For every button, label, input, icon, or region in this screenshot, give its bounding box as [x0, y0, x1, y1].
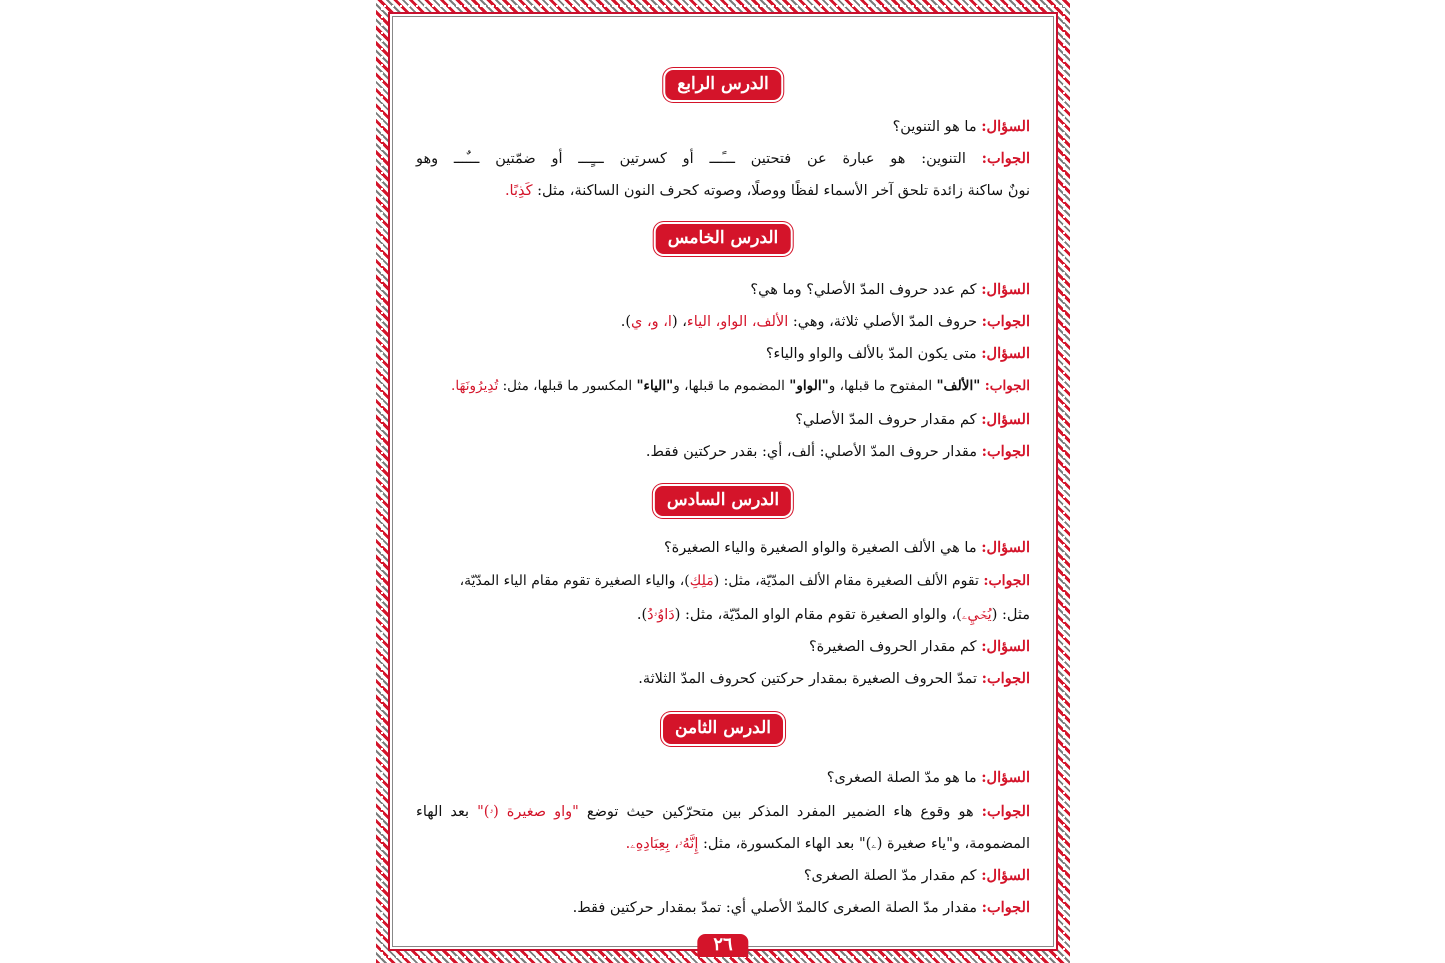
highlight-text: "واو صغيرة (ۥ)" — [477, 804, 579, 820]
answer-text: المضمومة، و"ياء صغيرة (ۦ)" بعد الهاء المكسورة، مثل: — [698, 836, 1030, 852]
answer-text: بعد الهاء — [416, 804, 478, 820]
answer-label: الجواب: — [983, 573, 1030, 589]
answer-text: مثل: ( — [991, 607, 1030, 623]
answer-text: المفتوح ما قبلها، و — [828, 378, 937, 394]
bold-term: "الألف" — [936, 378, 981, 394]
answer-text: هو وقوع هاء الضمير المفرد المذكر بين متحرّكين حيث توضع — [578, 804, 974, 820]
answer-line — [416, 312, 1030, 332]
question-label: السؤال: — [981, 769, 1030, 786]
question-label: السؤال: — [981, 411, 1030, 428]
question-label: السؤال: — [981, 345, 1030, 362]
example-word: إِنَّهُۥ، بِعِبَادِهِۦ. — [625, 836, 699, 852]
question-text: كم مقدار الحروف الصغيرة؟ — [808, 639, 977, 655]
question-line — [416, 866, 1030, 886]
answer-line — [416, 802, 1030, 822]
answer-text: مقدار مدّ الصلة الصغرى كالمدّ الأصلي أي: تمدّ بمقدار حركتين فقط. — [572, 900, 978, 916]
answer-label: الجواب: — [981, 443, 1030, 460]
answer-label: الجواب: — [981, 150, 1030, 167]
example-word: كَذِبًا. — [504, 183, 533, 199]
question-line — [416, 768, 1030, 788]
example-word: تُدِيرُونَهَا. — [451, 378, 499, 394]
question-line — [416, 637, 1030, 657]
answer-label: الجواب: — [981, 899, 1030, 916]
question-label: السؤال: — [981, 539, 1030, 556]
answer-text: تقوم الألف الصغيرة مقام الألف المدّيّة، مثل: ( — [713, 573, 979, 589]
lesson-title-8: الدرس الثامن — [663, 714, 783, 744]
question-text: كم مقدار حروف المدّ الأصلي؟ — [795, 412, 977, 428]
page-inner — [388, 12, 1058, 955]
answer-label: الجواب: — [981, 313, 1030, 330]
lesson-title-6: الدرس السادس — [655, 486, 791, 516]
question-label: السؤال: — [981, 638, 1030, 655]
page-content — [416, 14, 1031, 955]
answer-line — [416, 149, 1030, 169]
answer-text: )، والواو الصغيرة تقوم مقام الواو المدّيّة، مثل: ( — [674, 607, 962, 623]
answer-text: المضموم ما قبلها، و — [673, 378, 790, 394]
answer-label: الجواب: — [981, 803, 1031, 820]
bold-term: "الواو" — [789, 378, 829, 394]
answer-line-cont — [416, 834, 1030, 854]
answer-text: ، ( — [671, 314, 687, 330]
answer-line-cont — [416, 181, 1030, 201]
answer-line — [416, 898, 1030, 918]
answer-text: المكسور ما قبلها، مثل: — [498, 378, 637, 394]
answer-label: الجواب: — [984, 378, 1030, 394]
question-text: كم مقدار مدّ الصلة الصغرى؟ — [803, 868, 977, 884]
answer-line — [416, 442, 1030, 462]
answer-text: نونٌ ساكنة زائدة تلحق آخر الأسماء لفظًا ووصلًا، وصوته كحرف النون الساكنة، مثل: — [532, 183, 1030, 199]
question-line — [416, 344, 1030, 364]
answer-text: ). — [636, 607, 648, 623]
answer-text: تمدّ الحروف الصغيرة بمقدار حركتين كحروف المدّ الثلاثة. — [638, 671, 978, 687]
example-word: يُحۡيِۦ — [961, 607, 992, 623]
question-label: السؤال: — [981, 118, 1030, 135]
question-line — [416, 117, 1030, 137]
answer-line — [416, 376, 1030, 396]
answer-line-cont — [416, 605, 1030, 625]
answer-line — [416, 669, 1030, 689]
bold-term: "الياء" — [636, 378, 674, 394]
answer-text: ). — [620, 314, 631, 330]
lesson-title-5: الدرس الخامس — [656, 224, 791, 254]
page-number: ٢٦ — [697, 934, 748, 957]
highlight-text: الألف، الواو، الياء — [686, 314, 789, 330]
question-line — [416, 538, 1030, 558]
example-word: مَلِكِ — [689, 573, 714, 589]
question-text: ما هو التنوين؟ — [892, 119, 977, 135]
question-line — [416, 280, 1030, 300]
question-text: ما هو مدّ الصلة الصغرى؟ — [826, 770, 977, 786]
answer-text: )، والياء الصغيرة تقوم مقام الياء المدّيّة، — [459, 573, 690, 589]
answer-text: التنوين: هو عبارة عن فتحتين ـــً‍ـــ أو كسرتين ـــٍ‍ـــ أو ضمّتين ـــٌ‍ـــ وهو — [416, 151, 966, 167]
answer-line — [416, 571, 1030, 591]
question-line — [416, 410, 1030, 430]
question-label: السؤال: — [981, 867, 1030, 884]
answer-label: الجواب: — [981, 670, 1030, 687]
question-text: كم عدد حروف المدّ الأصلي؟ وما هي؟ — [750, 282, 977, 298]
answer-text: حروف المدّ الأصلي ثلاثة، وهي: — [788, 314, 978, 330]
page-frame — [376, 0, 1070, 963]
example-word: دَاوُۥدُ — [647, 607, 675, 623]
question-label: السؤال: — [981, 281, 1030, 298]
answer-text: مقدار حروف المدّ الأصلي: ألف، أي: بقدر حركتين فقط. — [645, 444, 978, 460]
question-text: متى يكون المدّ بالألف والواو والياء؟ — [765, 346, 977, 362]
highlight-text: ا، و، ي — [631, 314, 672, 330]
lesson-title-4: الدرس الرابع — [665, 70, 781, 100]
question-text: ما هي الألف الصغيرة والواو الصغيرة والياء الصغيرة؟ — [663, 540, 977, 556]
